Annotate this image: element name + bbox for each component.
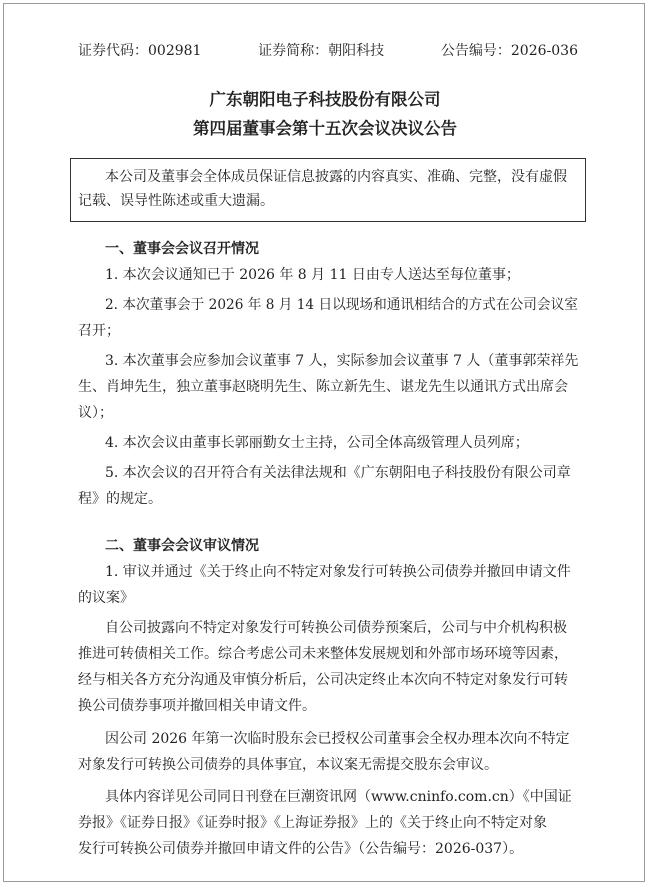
paragraph-line: 1. 本次会议通知已于 2026 年 8 月 11 日由专人送达至每位董事； xyxy=(105,267,520,283)
paragraph-line: 发行可转换公司债券并撤回申请文件的公告》（公告编号：2026-037）。 xyxy=(78,841,524,857)
paragraph-line: 生、肖坤先生，独立董事赵晓明先生、陈立新先生、谌龙先生以通讯方式出席会 xyxy=(78,379,568,395)
notice-line: 记载、误导性陈述或重大遗漏。 xyxy=(78,193,274,209)
paragraph-line: 券报》《证券日报》《证券时报》《上海证券报》上的《关于终止向不特定对象 xyxy=(78,815,547,831)
paragraph-line: 换公司债券事项并撤回相关申请文件。 xyxy=(78,698,316,714)
paragraph-line: 5. 本次会议的召开符合有关法律法规和《广东朝阳电子科技股份有限公司章 xyxy=(105,465,571,481)
paragraph-line: 3. 本次董事会应参加会议董事 7 人，实际参加会议董事 7 人（董事郭荣祥先 xyxy=(105,353,579,369)
paragraph-line: 自公司披露向不特定对象发行可转换公司债券预案后，公司与中介机构积极 xyxy=(105,620,567,636)
section-heading: 二、董事会会议审议情况 xyxy=(105,538,259,554)
paragraph-line: 经与相关各方充分沟通及审慎分析后，公司决定终止本次向不特定对象发行可转 xyxy=(78,672,568,688)
company-name: 广东朝阳电子科技股份有限公司 xyxy=(209,90,441,109)
document-title: 第四届董事会第十五次会议决议公告 xyxy=(193,119,457,138)
announcement-header xyxy=(78,42,578,60)
paragraph-line: 具体内容详见公司同日刊登在巨潮资讯网（www.cninfo.com.cn）《中国证 xyxy=(105,789,572,805)
paragraph-line: 2. 本次董事会于 2026 年 8 月 14 日以现场和通讯相结合的方式在公司会议室 xyxy=(105,297,578,313)
paragraph-line: 的议案》 xyxy=(78,590,134,606)
stock-abbreviation: 证券简称：朝阳科技 xyxy=(258,43,385,59)
section-heading: 一、董事会会议召开情况 xyxy=(105,241,259,257)
paragraph-line: 推进可转债相关工作。综合考虑公司未来整体发展规划和外部市场环境等因素， xyxy=(78,646,568,662)
stock-code: 证券代码：002981 xyxy=(78,43,202,59)
paragraph-line: 对象发行可转换公司债券的具体事宜，本议案无需提交股东会审议。 xyxy=(78,757,498,773)
notice-line: 本公司及董事会全体成员保证信息披露的内容真实、准确、完整，没有虚假 xyxy=(105,169,567,185)
paragraph-line: 程》的规定。 xyxy=(78,491,162,507)
paragraph-line: 召开； xyxy=(78,323,120,339)
paragraph-line: 1. 审议并通过《关于终止向不特定对象发行可转换公司债券并撤回申请文件 xyxy=(105,564,571,580)
paragraph-line: 4. 本次会议由董事长郭丽勤女士主持，公司全体高级管理人员列席； xyxy=(105,435,529,451)
paragraph-line: 议）； xyxy=(78,405,113,421)
announcement-number: 公告编号：2026-036 xyxy=(440,43,578,59)
paragraph-line: 因公司 2026 年第一次临时股东会已授权公司董事会全权办理本次向不特定 xyxy=(105,731,570,747)
